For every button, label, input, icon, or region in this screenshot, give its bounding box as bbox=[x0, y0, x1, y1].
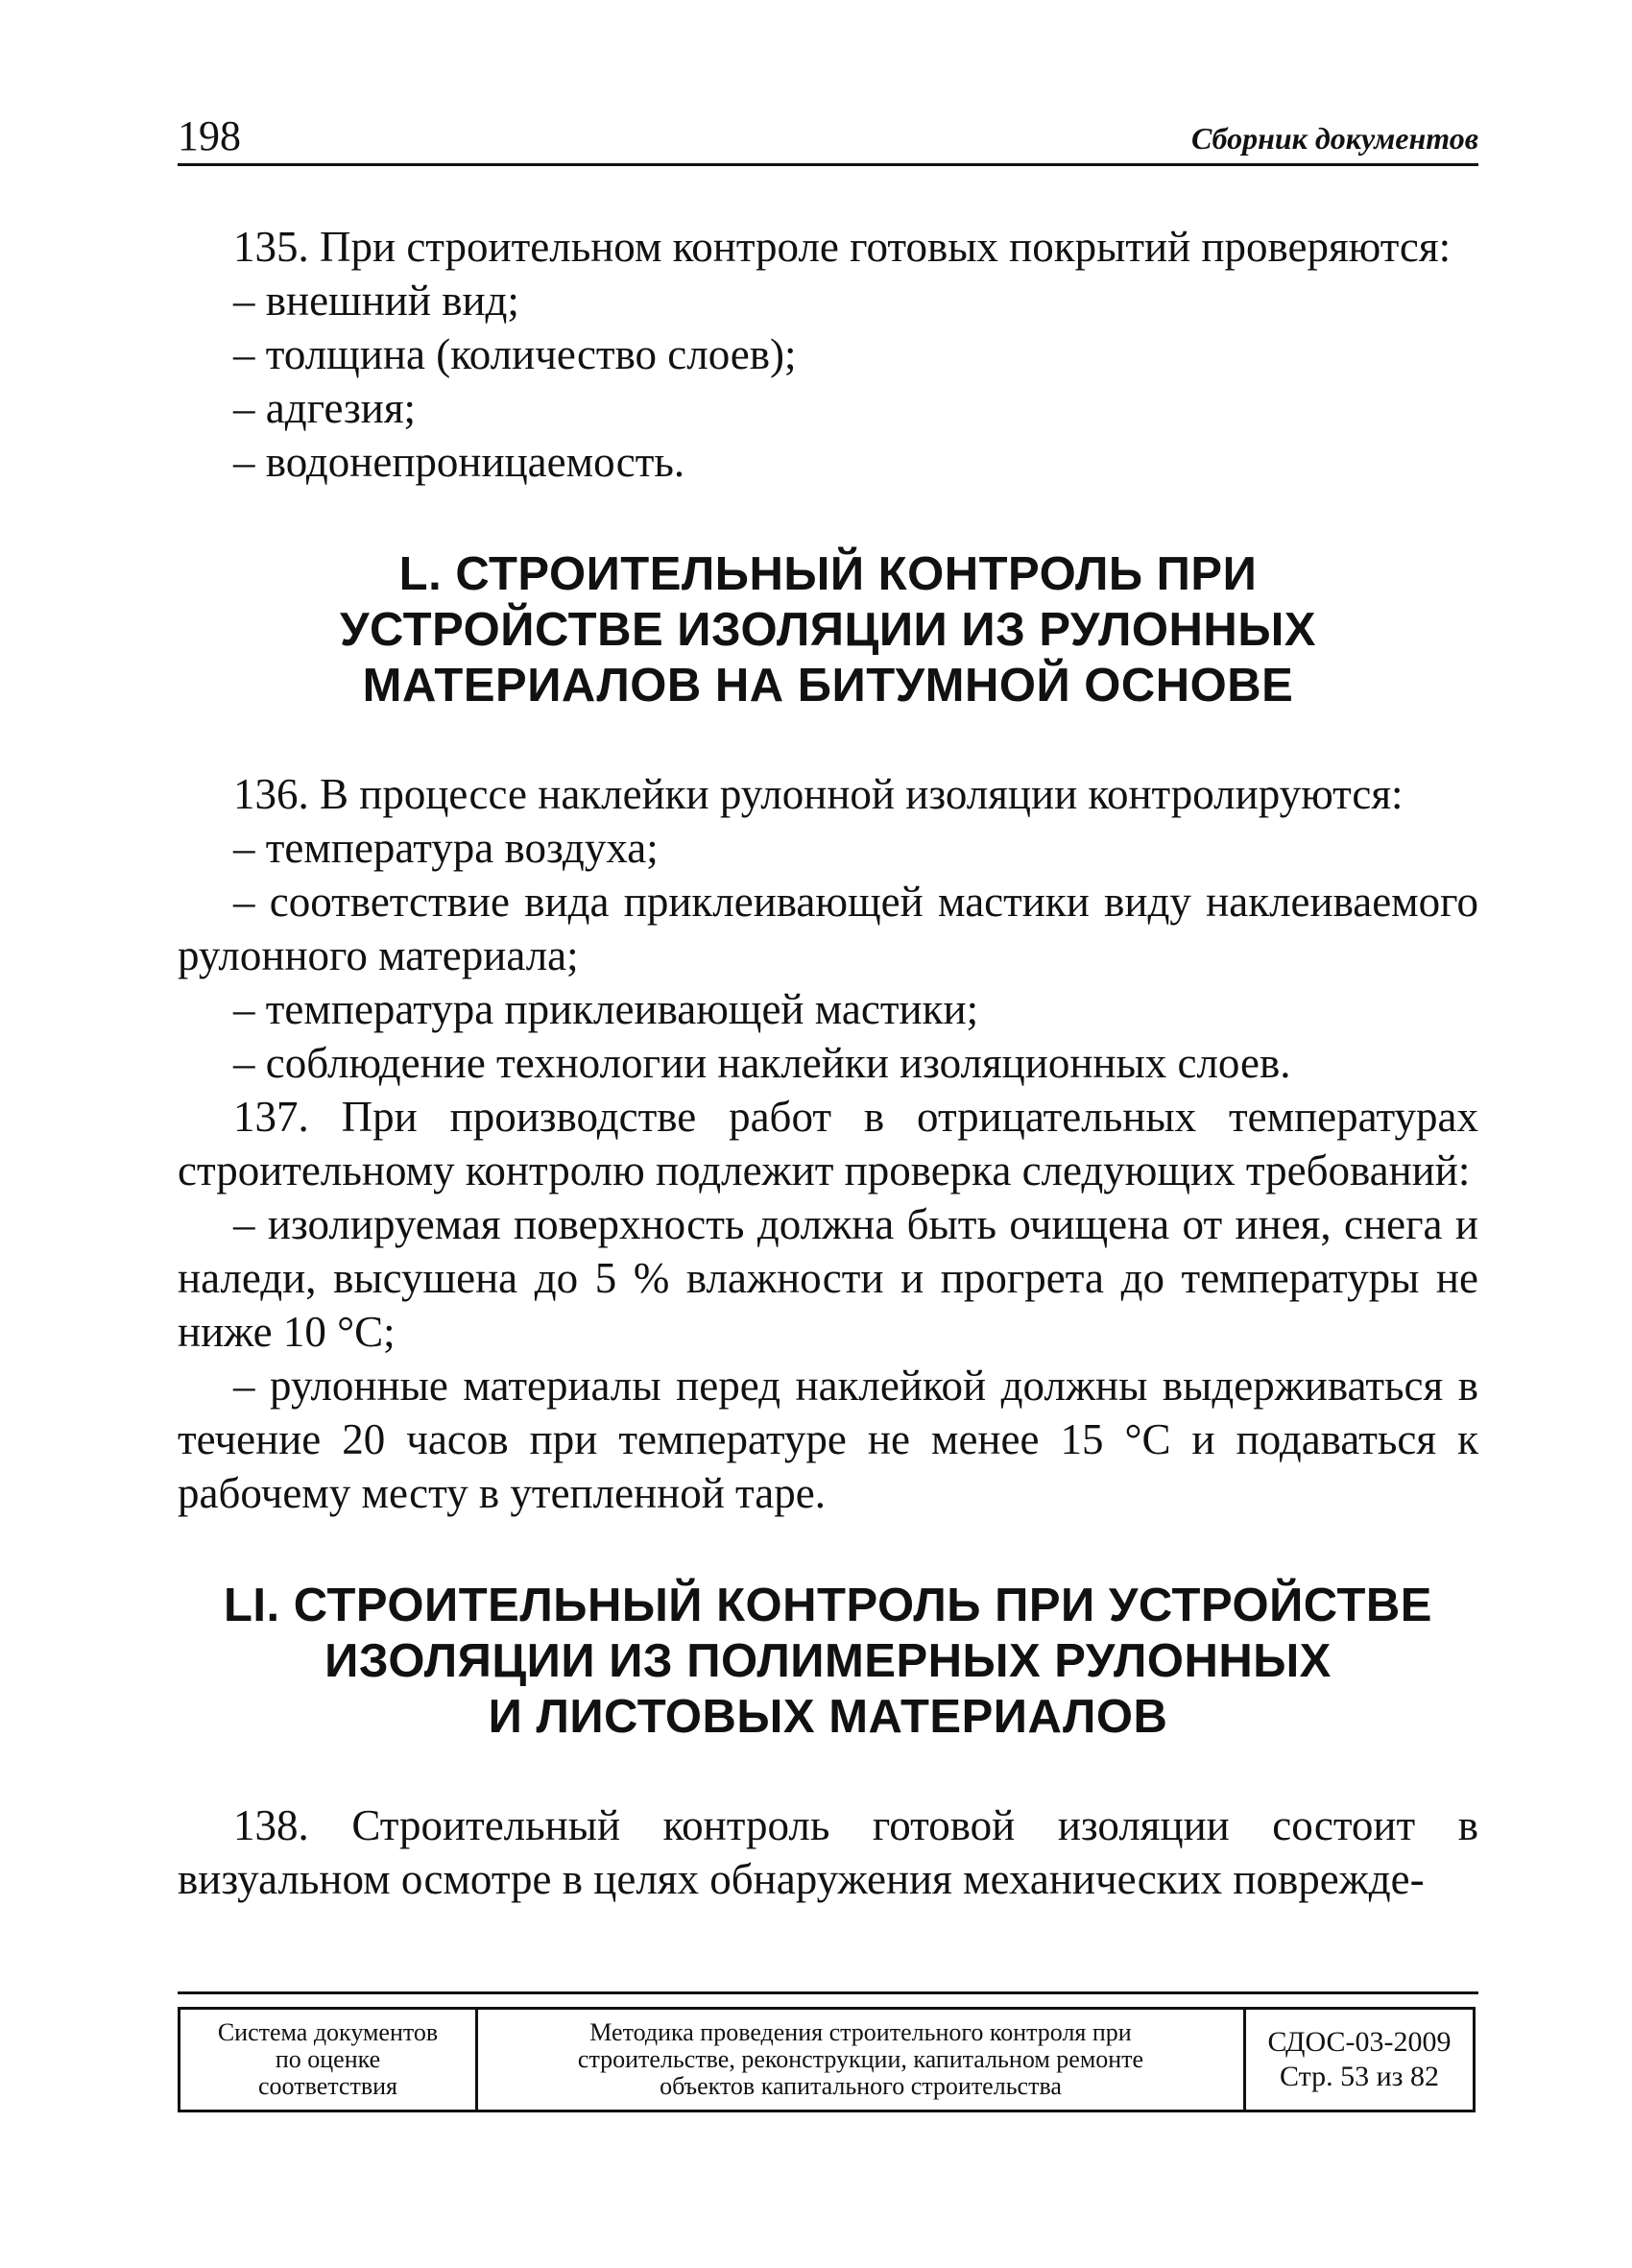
heading-line: МАТЕРИАЛОВ НА БИТУМНОЙ ОСНОВЕ bbox=[362, 660, 1294, 712]
list-item: – адгезия; bbox=[233, 384, 417, 432]
list-item: – изолируемая поверхность должна быть очищена от инея, снега и наледи, высушена до 5 % влажности и прогрета до температуры не ниже 10 °С; bbox=[178, 1200, 1478, 1356]
paragraph-138: 138. Строительный контроль готовой изоляции состоит в визуальном осмотре в целях обнаружения механических поврежде- bbox=[178, 1801, 1478, 1903]
list-item: – толщина (количество слоев); bbox=[233, 330, 797, 378]
page-count: Стр. 53 из 82 bbox=[1280, 2061, 1439, 2092]
paragraph-137: 137. При производстве работ в отрицательных температурах строительному контролю подлежит проверка следующих требований: bbox=[178, 1093, 1478, 1194]
list-item: – рулонные материалы перед наклейкой должны выдерживаться в течение 20 часов при температуре не менее 15 °С и подаваться к рабочему месту в утепленной таре. bbox=[178, 1362, 1478, 1517]
page-number: 198 bbox=[178, 112, 241, 159]
list-item: – температура приклеивающей мастики; bbox=[233, 985, 979, 1033]
paragraph-136: 136. В процессе наклейки рулонной изоляции контролируются: bbox=[233, 770, 1404, 818]
footer-text: по оценке bbox=[275, 2045, 381, 2073]
footer-text: объектов капитального строительства bbox=[660, 2072, 1062, 2100]
list-item: – соблюдение технологии наклейки изоляционных слоев. bbox=[233, 1039, 1291, 1087]
footer-stamp-table bbox=[178, 2007, 1476, 2112]
footer-text: соответствия bbox=[258, 2072, 397, 2100]
document-code: СДОС-03-2009 bbox=[1267, 2026, 1452, 2058]
footer-system-cell bbox=[180, 2010, 478, 2110]
heading-line: ИЗОЛЯЦИИ ИЗ ПОЛИМЕРНЫХ РУЛОННЫХ bbox=[324, 1635, 1332, 1687]
footer-code-cell bbox=[1246, 2010, 1473, 2110]
footer-divider bbox=[178, 1991, 1478, 1994]
list-item: – внешний вид; bbox=[233, 277, 519, 325]
footer-method-cell bbox=[478, 2010, 1246, 2110]
running-title: Сборник документов bbox=[1190, 121, 1478, 156]
heading-line: И ЛИСТОВЫХ МАТЕРИАЛОВ bbox=[488, 1691, 1168, 1743]
footer-text: Система документов bbox=[217, 2018, 439, 2046]
section-heading-li bbox=[178, 1578, 1478, 1745]
footer-text: строительстве, реконструкции, капитальном ремонте bbox=[577, 2045, 1144, 2073]
document-page bbox=[178, 106, 1478, 1906]
heading-line: LI. СТРОИТЕЛЬНЫЙ КОНТРОЛЬ ПРИ УСТРОЙСТВЕ bbox=[224, 1580, 1432, 1631]
list-item: – соответствие вида приклеивающей мастики виду наклеиваемого рулонного материала; bbox=[178, 878, 1478, 979]
section-heading-l bbox=[178, 546, 1478, 713]
document-body bbox=[178, 220, 1478, 1906]
heading-line: УСТРОЙСТВЕ ИЗОЛЯЦИИ ИЗ РУЛОННЫХ bbox=[340, 604, 1316, 656]
paragraph-135: 135. При строительном контроле готовых покрытий проверяются: bbox=[233, 223, 1452, 271]
footer-text: Методика проведения строительного контроля при bbox=[589, 2018, 1132, 2046]
list-item: – водонепроницаемость. bbox=[233, 438, 685, 486]
list-item: – температура воздуха; bbox=[233, 824, 659, 872]
page-header bbox=[178, 106, 1478, 166]
heading-line: L. СТРОИТЕЛЬНЫЙ КОНТРОЛЬ ПРИ bbox=[398, 548, 1258, 600]
